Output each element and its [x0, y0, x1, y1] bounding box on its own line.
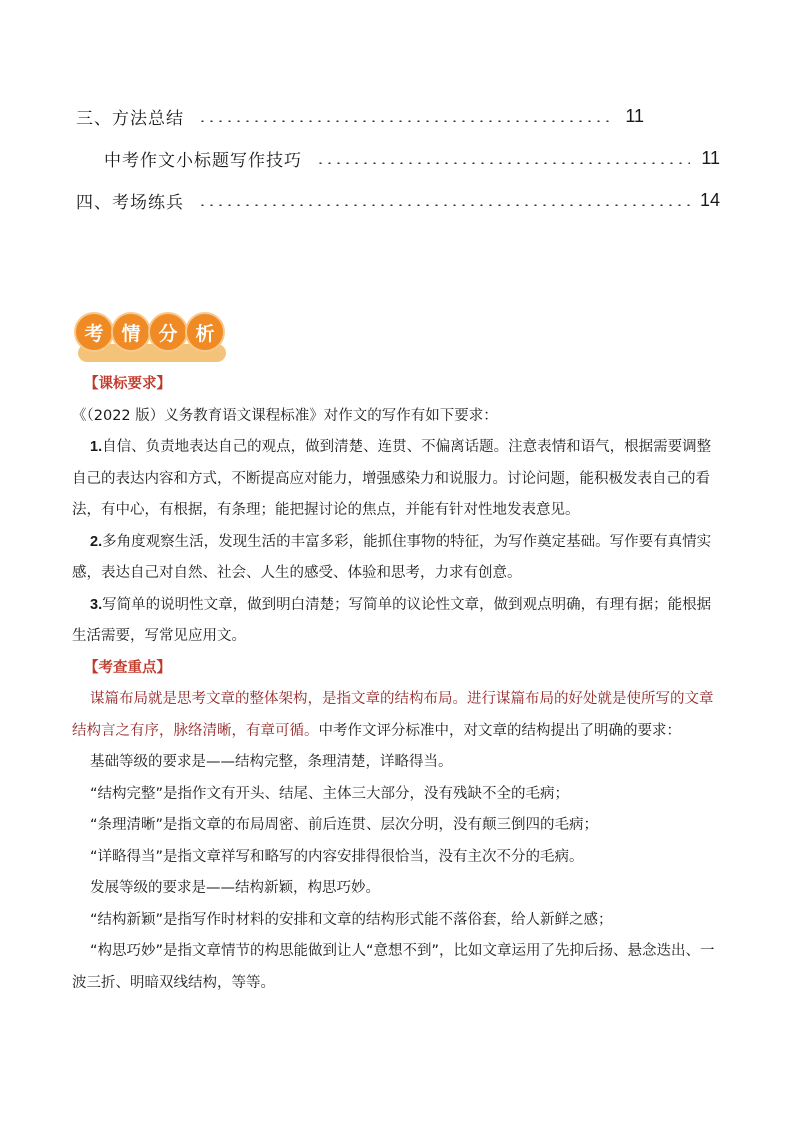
section-banner: [74, 312, 226, 362]
document-body: [72, 369, 724, 999]
paragraph-item-2: [72, 527, 724, 590]
section-heading: 【考查重点】: [84, 659, 171, 676]
banner-char: 考: [74, 312, 114, 352]
paragraph-intro: 《（2022 版）义务教育语文课程标准》对作文的写作有如下要求：: [72, 407, 498, 424]
paragraph-item-3: [72, 590, 724, 653]
item-number: 3.: [90, 596, 103, 613]
toc-entry[interactable]: [0, 143, 794, 173]
paragraph-develop: 发展等级的要求是——结构新颖，构思巧妙。: [90, 880, 380, 896]
item-number: 2.: [90, 533, 103, 550]
paragraph-develop-2: “构思巧妙”是指文章情节的构思能做到让人“意想不到”，比如文章运用了先抑后扬、悬念迭出、一波三折、明暗双线结构，等等。: [72, 943, 715, 991]
toc-entry-title: 中考作文小标题写作技巧: [104, 150, 302, 171]
banner-char: 析: [185, 312, 225, 352]
paragraph-basic-2: “条理清晰”是指文章的布局周密、前后连贯、层次分明，没有颠三倒四的毛病；: [90, 817, 599, 833]
section-heading: 【课标要求】: [84, 376, 171, 392]
item-text: 多角度观察生活，发现生活的丰富多彩，能抓住事物的特征，为写作奠定基础。写作要有真情实感，表达自己对自然、社会、人生的感受、体验和思考，力求有创意。: [72, 533, 712, 581]
paragraph-basic-3: “详略得当”是指文章祥写和略写的内容安排得很恰当，没有主次不分的毛病。: [90, 848, 584, 865]
paragraph-basic: 基础等级的要求是——结构完整，条理清楚，详略得当。: [90, 754, 453, 770]
highlight-text: 谋篇布局就是思考文章的整体架构，是指文章的结构布局。进行谋篇布局的好处就是使所写的文章结构言之有序，脉络清晰，有章可循。: [72, 691, 714, 739]
banner-char: 情: [111, 312, 151, 352]
item-text: 写简单的说明性文章，做到明白清楚；写简单的议论性文章，做到观点明确，有理有据；能根据生活需要，写常见应用文。: [72, 596, 712, 644]
toc-entry-page: 11: [701, 147, 720, 168]
toc-entry-page: 11: [625, 105, 644, 126]
banner-char: 分: [148, 312, 188, 352]
toc-entry-page: 14: [699, 189, 720, 210]
paragraph-item-1: [72, 432, 724, 527]
toc-dot-leader: [316, 162, 690, 164]
toc-entry-title: 三、方法总结: [76, 108, 184, 129]
lead-text: 中考作文评分标准中，对文章的结构提出了明确的要求：: [318, 722, 681, 739]
paragraph-develop-1: “结构新颖”是指写作时材料的安排和文章的结构形式能不落俗套，给人新鲜之感；: [90, 911, 613, 928]
toc-entry-title: 四、考场练兵: [76, 192, 184, 213]
toc-entry[interactable]: [0, 185, 794, 215]
paragraph-basic-1: “结构完整”是指作文有开头、结尾、主体三大部分，没有残缺不全的毛病；: [90, 785, 570, 802]
toc-entry[interactable]: [0, 101, 718, 131]
item-text: 自信、负责地表达自己的观点，做到清楚、连贯、不偏离话题。注意表情和语气，根据需要调整自己的表达内容和方式，不断提高应对能力，增强感染力和说服力。讨论问题，能积极发表自己的看法，有中心，有根据，有条理；能把握讨论的焦点，并能有针对性地发表意见。: [72, 439, 712, 518]
item-number: 1.: [90, 439, 103, 455]
paragraph-lead: [72, 684, 724, 747]
toc-dot-leader: [198, 120, 614, 122]
toc-dot-leader: [198, 204, 690, 206]
